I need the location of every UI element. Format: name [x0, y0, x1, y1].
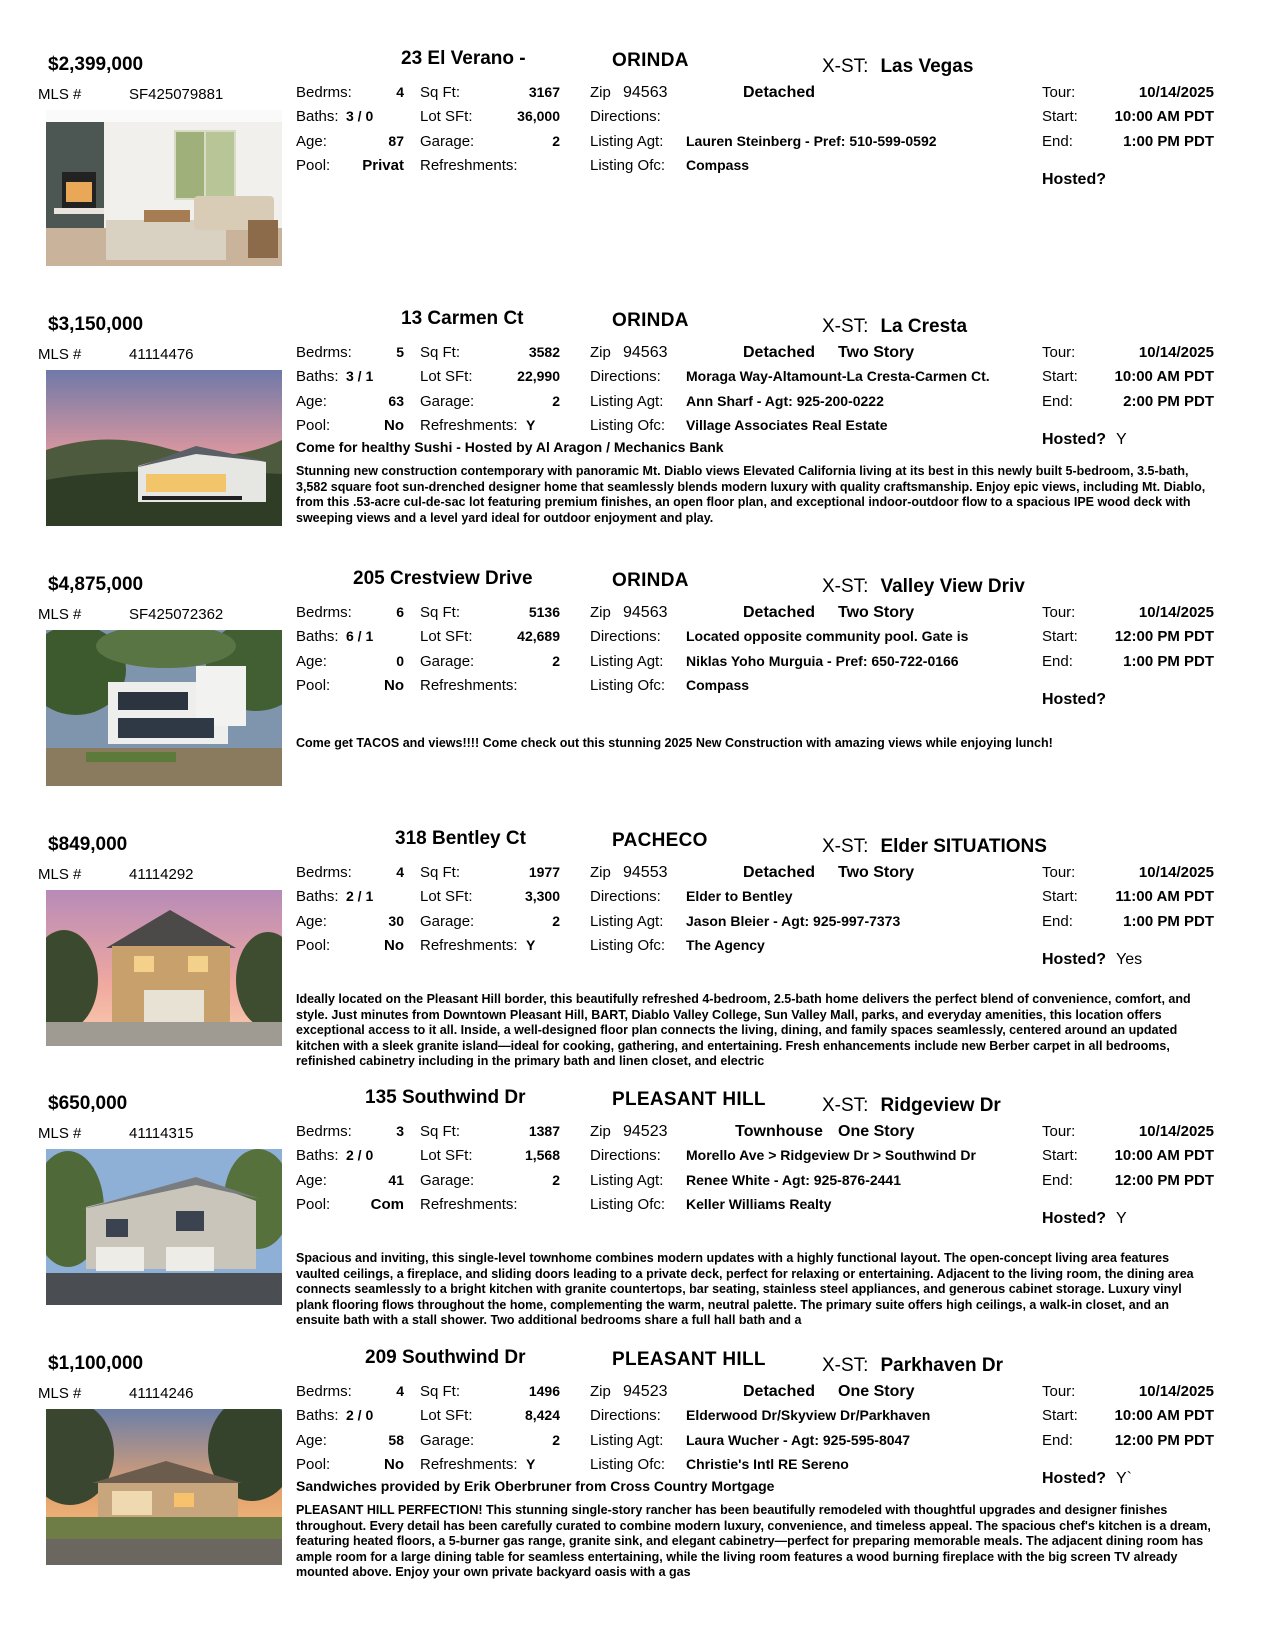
bedrooms-label: Bedrms:	[296, 344, 352, 361]
pool-value: No	[384, 417, 404, 434]
listing-remark: Come for healthy Sushi - Hosted by Al Aragon / Mechanics Bank	[296, 439, 724, 455]
listing-city: PACHECO	[612, 830, 708, 851]
listing-agent-label: Listing Agt:	[590, 393, 664, 410]
listing-office-label: Listing Ofc:	[590, 1196, 666, 1213]
cross-street	[822, 1355, 1003, 1377]
baths-value: 2 / 1	[346, 888, 374, 904]
end-time: 1:00 PM PDT	[1123, 653, 1214, 670]
cross-street-label: X-ST:	[822, 1095, 869, 1116]
end-label: End:	[1042, 1432, 1073, 1449]
tour-date: 10/14/2025	[1138, 604, 1214, 621]
lot-value: 3,300	[524, 888, 560, 904]
listing-city: PLEASANT HILL	[612, 1349, 766, 1370]
cross-street-label: X-ST:	[822, 316, 869, 337]
hosted	[1042, 1210, 1127, 1228]
listing-office-label: Listing Ofc:	[590, 417, 666, 434]
sqft-value: 3167	[528, 84, 560, 100]
lot-value: 22,990	[517, 368, 560, 384]
listing-agent-label: Listing Agt:	[590, 1432, 664, 1449]
end-label: End:	[1042, 1172, 1073, 1189]
cross-street	[822, 316, 967, 338]
modern-home-photo	[46, 630, 282, 786]
lot-value: 1,568	[524, 1147, 560, 1163]
listing-agent-value: Jason Bleier - Agt: 925-997-7373	[686, 913, 901, 929]
mls-label: MLS #	[38, 346, 82, 363]
directions-value: Elderwood Dr/Skyview Dr/Parkhaven	[686, 1407, 931, 1423]
cross-street-label: X-ST:	[822, 1355, 869, 1376]
sqft-label: Sq Ft:	[420, 344, 461, 361]
garage-label: Garage:	[420, 653, 475, 670]
bedrooms-value: 4	[396, 864, 404, 880]
garage-label: Garage:	[420, 1432, 475, 1449]
start-label: Start:	[1042, 628, 1078, 645]
lot-value: 8,424	[524, 1407, 560, 1423]
listing-agent-value: Renee White - Agt: 925-876-2441	[686, 1172, 901, 1188]
pool-label: Pool:	[296, 937, 331, 954]
cross-street-value: Elder SITUATIONS	[880, 836, 1047, 857]
tour-label: Tour:	[1042, 604, 1076, 621]
listing-city: ORINDA	[612, 570, 689, 591]
mls-number: 41114246	[129, 1385, 194, 1402]
start-label: Start:	[1042, 368, 1078, 385]
hosted	[1042, 431, 1127, 449]
listing-city: ORINDA	[612, 50, 689, 71]
age-value: 87	[388, 133, 404, 149]
pool-value: No	[384, 937, 404, 954]
story-type: Two Story	[838, 604, 915, 621]
listing-city: PLEASANT HILL	[612, 1089, 766, 1110]
property-type: Townhouse	[735, 1123, 823, 1140]
listing-agent-label: Listing Agt:	[590, 1172, 664, 1189]
start-time: 12:00 PM PDT	[1114, 628, 1214, 645]
tour-label: Tour:	[1042, 84, 1076, 101]
tour-date: 10/14/2025	[1138, 344, 1214, 361]
listing-office-value: Keller Williams Realty	[686, 1196, 832, 1212]
directions-label: Directions:	[590, 888, 661, 905]
age-value: 63	[388, 393, 404, 409]
zip-label: Zip	[590, 344, 611, 361]
age-label: Age:	[296, 1432, 327, 1449]
pool-label: Pool:	[296, 417, 331, 434]
directions-label: Directions:	[590, 1407, 661, 1424]
listing-card	[0, 308, 1275, 568]
cross-street	[822, 836, 1047, 858]
hosted	[1042, 951, 1142, 969]
lot-label: Lot SFt:	[420, 108, 473, 125]
cross-street	[822, 1095, 1001, 1117]
garage-label: Garage:	[420, 133, 475, 150]
age-label: Age:	[296, 1172, 327, 1189]
listing-description: Ideally located on the Pleasant Hill border, this beautifully refreshed 4-bedroom, 2.5-bath home delivers the perfect blend of convenience, comfort, and style. Just minutes from Downtown Pleasant Hill, BART, Diablo Valley College, Sun Valley Mall, parks, and everyday amenities, this location offers exceptional access to it all. Inside, a well-designed floor plan connects the living, dining, and family spaces seamlessly, centered around an updated kitchen with a sleek granite island—ideal for cooking, gathering, and entertaining. Fresh enhancements include new Berber carpet in all bedrooms, refinished cabinetry including in the primary bath and linen closet, and electric	[296, 992, 1191, 1068]
listing-office-label: Listing Ofc:	[590, 1456, 666, 1473]
end-time: 12:00 PM PDT	[1114, 1432, 1214, 1449]
cross-street-value: Parkhaven Dr	[880, 1355, 1003, 1376]
cross-street-label: X-ST:	[822, 56, 869, 77]
garage-value: 2	[552, 1172, 560, 1188]
start-label: Start:	[1042, 1407, 1078, 1424]
hosted-label: Hosted?	[1042, 431, 1106, 448]
cross-street-label: X-ST:	[822, 836, 869, 857]
listing-agent-label: Listing Agt:	[590, 913, 664, 930]
listing-office-label: Listing Ofc:	[590, 677, 666, 694]
garage-value: 2	[552, 393, 560, 409]
tour-label: Tour:	[1042, 1123, 1076, 1140]
listing-office-label: Listing Ofc:	[590, 937, 666, 954]
listing-office-value: The Agency	[686, 937, 765, 953]
listing-address: 23 El Verano -	[401, 48, 526, 69]
mls-number: SF425079881	[129, 86, 224, 103]
tour-date: 10/14/2025	[1138, 84, 1214, 101]
listing-description: Spacious and inviting, this single-level townhome combines modern updates with a highly functional layout. The open-concept living area features vaulted ceilings, a fireplace, and sliding doors leading to a private deck, perfect for relaxing or entertaining. Adjacent to the living room, the dining area connects seamlessly to a bright kitchen with granite countertops, bar seating, stainless steel appliances, and generous cabinet storage. Luxury vinyl plank flooring flows throughout the home, complementing the warm, neutral palette. The primary suite offers high ceilings, a walk-in closet, and an ensuite bath with a stall shower. Two additional bedrooms share a full hall bath and a	[296, 1251, 1194, 1327]
zip-value: 94523	[623, 1123, 668, 1140]
hosted	[1042, 171, 1116, 189]
garage-label: Garage:	[420, 1172, 475, 1189]
zip-value: 94563	[623, 604, 668, 621]
directions-label: Directions:	[590, 368, 661, 385]
garage-label: Garage:	[420, 393, 475, 410]
age-label: Age:	[296, 393, 327, 410]
refreshments-label: Refreshments:	[420, 1456, 518, 1473]
listing-photo	[46, 1409, 282, 1565]
directions-label: Directions:	[590, 108, 661, 125]
bedrooms-label: Bedrms:	[296, 604, 352, 621]
bedrooms-value: 4	[396, 84, 404, 100]
hosted-label: Hosted?	[1042, 1210, 1106, 1227]
listing-office-value: Compass	[686, 677, 750, 693]
age-value: 0	[396, 653, 404, 669]
listing-price: $650,000	[48, 1093, 128, 1114]
listing-price: $1,100,000	[48, 1353, 144, 1374]
listing-card	[0, 1087, 1275, 1347]
baths-label: Baths:	[296, 368, 339, 385]
property-type: Detached	[742, 1383, 816, 1400]
start-label: Start:	[1042, 108, 1078, 125]
sqft-label: Sq Ft:	[420, 84, 461, 101]
refreshments-label: Refreshments:	[420, 1196, 518, 1213]
mls-label: MLS #	[38, 1385, 82, 1402]
listing-office-value: Village Associates Real Estate	[686, 417, 888, 433]
listing-photo	[46, 370, 282, 526]
age-label: Age:	[296, 653, 327, 670]
garage-value: 2	[552, 913, 560, 929]
bedrooms-value: 4	[396, 1383, 404, 1399]
listing-card	[0, 568, 1275, 828]
cross-street	[822, 576, 1025, 598]
listing-office-value: Compass	[686, 157, 750, 173]
zip-value: 94563	[623, 84, 668, 101]
sqft-value: 5136	[528, 604, 560, 620]
pool-value: No	[384, 677, 404, 694]
tour-date: 10/14/2025	[1138, 1123, 1214, 1140]
baths-value: 2 / 0	[346, 1407, 374, 1423]
baths-value: 3 / 0	[346, 108, 374, 124]
listing-description: Come get TACOS and views!!!! Come check out this stunning 2025 New Construction with amazing views while enjoying lunch!	[296, 736, 1053, 750]
hosted	[1042, 1470, 1132, 1488]
age-value: 30	[388, 913, 404, 929]
mls-label: MLS #	[38, 866, 82, 883]
pool-label: Pool:	[296, 157, 331, 174]
mls-number: 41114292	[129, 866, 194, 883]
cross-street-value: Ridgeview Dr	[880, 1095, 1001, 1116]
bedrooms-label: Bedrms:	[296, 1123, 352, 1140]
listing-agent-value: Lauren Steinberg - Pref: 510-599-0592	[686, 133, 937, 149]
sqft-value: 3582	[528, 344, 560, 360]
directions-value: Morello Ave > Ridgeview Dr > Southwind Dr	[686, 1147, 976, 1163]
hosted-label: Hosted?	[1042, 1470, 1106, 1487]
tour-date: 10/14/2025	[1138, 864, 1214, 881]
age-label: Age:	[296, 133, 327, 150]
ranch-home-photo	[46, 1409, 282, 1565]
zip-label: Zip	[590, 604, 611, 621]
property-type: Detached	[742, 344, 816, 361]
refreshments-value: Y	[526, 1456, 536, 1472]
mls-label: MLS #	[38, 86, 82, 103]
pool-value: No	[384, 1456, 404, 1473]
pool-value: Privat	[362, 157, 404, 174]
directions-value: Located opposite community pool. Gate is	[686, 628, 969, 644]
sqft-label: Sq Ft:	[420, 864, 461, 881]
story-type: One Story	[838, 1383, 915, 1400]
cross-street	[822, 56, 973, 78]
lot-label: Lot SFt:	[420, 628, 473, 645]
mls-label: MLS #	[38, 1125, 82, 1142]
pool-label: Pool:	[296, 1196, 331, 1213]
story-type: Two Story	[838, 864, 915, 881]
cross-street-value: La Cresta	[880, 316, 968, 337]
listing-address: 318 Bentley Ct	[395, 828, 526, 849]
zip-label: Zip	[590, 84, 611, 101]
living-room-photo	[46, 110, 282, 266]
listing-address: 209 Southwind Dr	[365, 1347, 526, 1368]
cross-street-value: Valley View Driv	[880, 576, 1025, 597]
hosted-value: Y	[1116, 1210, 1127, 1227]
property-type: Detached	[742, 604, 816, 621]
hillside-home-photo	[46, 370, 282, 526]
lot-label: Lot SFt:	[420, 888, 473, 905]
end-label: End:	[1042, 653, 1073, 670]
garage-value: 2	[552, 133, 560, 149]
zip-value: 94563	[623, 344, 668, 361]
zip-label: Zip	[590, 864, 611, 881]
listing-agent-label: Listing Agt:	[590, 133, 664, 150]
start-time: 10:00 AM PDT	[1114, 108, 1214, 125]
listing-agent-value: Ann Sharf - Agt: 925-200-0222	[686, 393, 884, 409]
baths-label: Baths:	[296, 888, 339, 905]
start-time: 10:00 AM PDT	[1114, 1407, 1214, 1424]
age-value: 58	[388, 1432, 404, 1448]
zip-value: 94523	[623, 1383, 668, 1400]
zip-label: Zip	[590, 1383, 611, 1400]
end-label: End:	[1042, 393, 1073, 410]
baths-label: Baths:	[296, 1147, 339, 1164]
bedrooms-value: 3	[396, 1123, 404, 1139]
listing-price: $4,875,000	[48, 574, 144, 595]
listing-city: ORINDA	[612, 310, 689, 331]
age-label: Age:	[296, 913, 327, 930]
start-time: 10:00 AM PDT	[1114, 368, 1214, 385]
sqft-label: Sq Ft:	[420, 1383, 461, 1400]
listing-description: PLEASANT HILL PERFECTION! This stunning single-story rancher has been beautifully remodeled with thoughtful upgrades and designer finishes throughout. Every detail has been carefully curated to combine modern luxury, convenience, and timeless appeal. The spacious chef's kitchen is a dream, featuring heated floors, a 5-burner gas range, granite sink, and elegant cabinetry—perfect for preparing memorable meals. The adjacent dining room has ample room for a large dining table for seamless entertaining, while the living room features a wood burning fireplace with the big screen TV already mounted above. Enjoy your own private backyard oasis with a gas	[296, 1503, 1211, 1579]
refreshments-label: Refreshments:	[420, 157, 518, 174]
listing-photo	[46, 1149, 282, 1305]
refreshments-value: Y	[526, 417, 536, 433]
listing-agent-label: Listing Agt:	[590, 653, 664, 670]
sqft-label: Sq Ft:	[420, 1123, 461, 1140]
lot-value: 36,000	[517, 108, 560, 124]
baths-value: 2 / 0	[346, 1147, 374, 1163]
refreshments-label: Refreshments:	[420, 677, 518, 694]
property-type: Detached	[742, 84, 816, 101]
hosted-value: Y`	[1116, 1470, 1132, 1487]
pool-label: Pool:	[296, 677, 331, 694]
two-story-home-photo	[46, 890, 282, 1046]
mls-number: 41114315	[129, 1125, 194, 1142]
start-time: 10:00 AM PDT	[1114, 1147, 1214, 1164]
zip-label: Zip	[590, 1123, 611, 1140]
hosted	[1042, 691, 1116, 709]
listing-photo	[46, 890, 282, 1046]
tour-label: Tour:	[1042, 1383, 1076, 1400]
zip-value: 94553	[623, 864, 668, 881]
hosted-value: Yes	[1116, 951, 1143, 968]
end-time: 2:00 PM PDT	[1123, 393, 1214, 410]
baths-label: Baths:	[296, 628, 339, 645]
refreshments-value: Y	[526, 937, 536, 953]
story-type: Two Story	[838, 344, 915, 361]
property-type: Detached	[742, 864, 816, 881]
sqft-value: 1496	[528, 1383, 560, 1399]
listing-photo	[46, 110, 282, 266]
listing-card	[0, 1347, 1275, 1607]
end-label: End:	[1042, 913, 1073, 930]
directions-value: Moraga Way-Altamount-La Cresta-Carmen Ct.	[686, 368, 990, 384]
pool-label: Pool:	[296, 1456, 331, 1473]
start-label: Start:	[1042, 1147, 1078, 1164]
hosted-value: Y	[1116, 431, 1127, 448]
listing-card	[0, 828, 1275, 1088]
cross-street-label: X-ST:	[822, 576, 869, 597]
end-label: End:	[1042, 133, 1073, 150]
directions-label: Directions:	[590, 628, 661, 645]
baths-label: Baths:	[296, 1407, 339, 1424]
bedrooms-value: 6	[396, 604, 404, 620]
listing-office-label: Listing Ofc:	[590, 157, 666, 174]
listing-price: $849,000	[48, 834, 128, 855]
townhouse-photo	[46, 1149, 282, 1305]
listing-price: $3,150,000	[48, 314, 144, 335]
bedrooms-value: 5	[396, 344, 404, 360]
listing-photo	[46, 630, 282, 786]
baths-value: 6 / 1	[346, 628, 374, 644]
mls-number: SF425072362	[129, 606, 224, 623]
tour-label: Tour:	[1042, 344, 1076, 361]
lot-label: Lot SFt:	[420, 368, 473, 385]
lot-value: 42,689	[517, 628, 560, 644]
tour-label: Tour:	[1042, 864, 1076, 881]
lot-label: Lot SFt:	[420, 1147, 473, 1164]
listing-address: 135 Southwind Dr	[365, 1087, 526, 1108]
age-value: 41	[388, 1172, 404, 1188]
start-time: 11:00 AM PDT	[1115, 888, 1214, 905]
listing-price: $2,399,000	[48, 54, 144, 75]
listing-agent-value: Laura Wucher - Agt: 925-595-8047	[686, 1432, 911, 1448]
mls-number: 41114476	[129, 346, 194, 363]
garage-value: 2	[552, 1432, 560, 1448]
sqft-value: 1977	[528, 864, 560, 880]
sqft-value: 1387	[528, 1123, 560, 1139]
listing-card	[0, 48, 1275, 308]
pool-value: Com	[370, 1196, 404, 1213]
hosted-label: Hosted?	[1042, 691, 1106, 708]
garage-label: Garage:	[420, 913, 475, 930]
baths-label: Baths:	[296, 108, 339, 125]
lot-label: Lot SFt:	[420, 1407, 473, 1424]
refreshments-label: Refreshments:	[420, 937, 518, 954]
end-time: 1:00 PM PDT	[1123, 133, 1214, 150]
baths-value: 3 / 1	[346, 368, 374, 384]
listing-office-value: Christie's Intl RE Sereno	[686, 1456, 849, 1472]
directions-value: Elder to Bentley	[686, 888, 793, 904]
listing-address: 205 Crestview Drive	[353, 568, 533, 589]
hosted-label: Hosted?	[1042, 951, 1106, 968]
story-type: One Story	[838, 1123, 915, 1140]
start-label: Start:	[1042, 888, 1078, 905]
sqft-label: Sq Ft:	[420, 604, 461, 621]
bedrooms-label: Bedrms:	[296, 1383, 352, 1400]
bedrooms-label: Bedrms:	[296, 864, 352, 881]
tour-date: 10/14/2025	[1138, 1383, 1214, 1400]
mls-label: MLS #	[38, 606, 82, 623]
listing-address: 13 Carmen Ct	[401, 308, 524, 329]
listing-remark: Sandwiches provided by Erik Oberbruner from Cross Country Mortgage	[296, 1478, 775, 1494]
directions-label: Directions:	[590, 1147, 661, 1164]
cross-street-value: Las Vegas	[880, 56, 974, 77]
listing-agent-value: Niklas Yoho Murguia - Pref: 650-722-0166	[686, 653, 959, 669]
bedrooms-label: Bedrms:	[296, 84, 352, 101]
end-time: 1:00 PM PDT	[1123, 913, 1214, 930]
end-time: 12:00 PM PDT	[1114, 1172, 1214, 1189]
hosted-label: Hosted?	[1042, 171, 1106, 188]
garage-value: 2	[552, 653, 560, 669]
refreshments-label: Refreshments:	[420, 417, 518, 434]
listing-description: Stunning new construction contemporary with panoramic Mt. Diablo views Elevated California living at its best in this newly built 5-bedroom, 3.5-bath, 3,582 square foot sun-drenched designer home that seamlessly blends modern luxury with quality craftsmanship. Enjoy epic views, including Mt. Diablo, from this .53-acre cul-de-sac lot featuring premium finishes, an open floor plan, and exceptional indoor-outdoor flow to a spacious IPE wood deck with sweeping views and a level yard ideal for outdoor enjoyment and play.	[296, 464, 1206, 525]
